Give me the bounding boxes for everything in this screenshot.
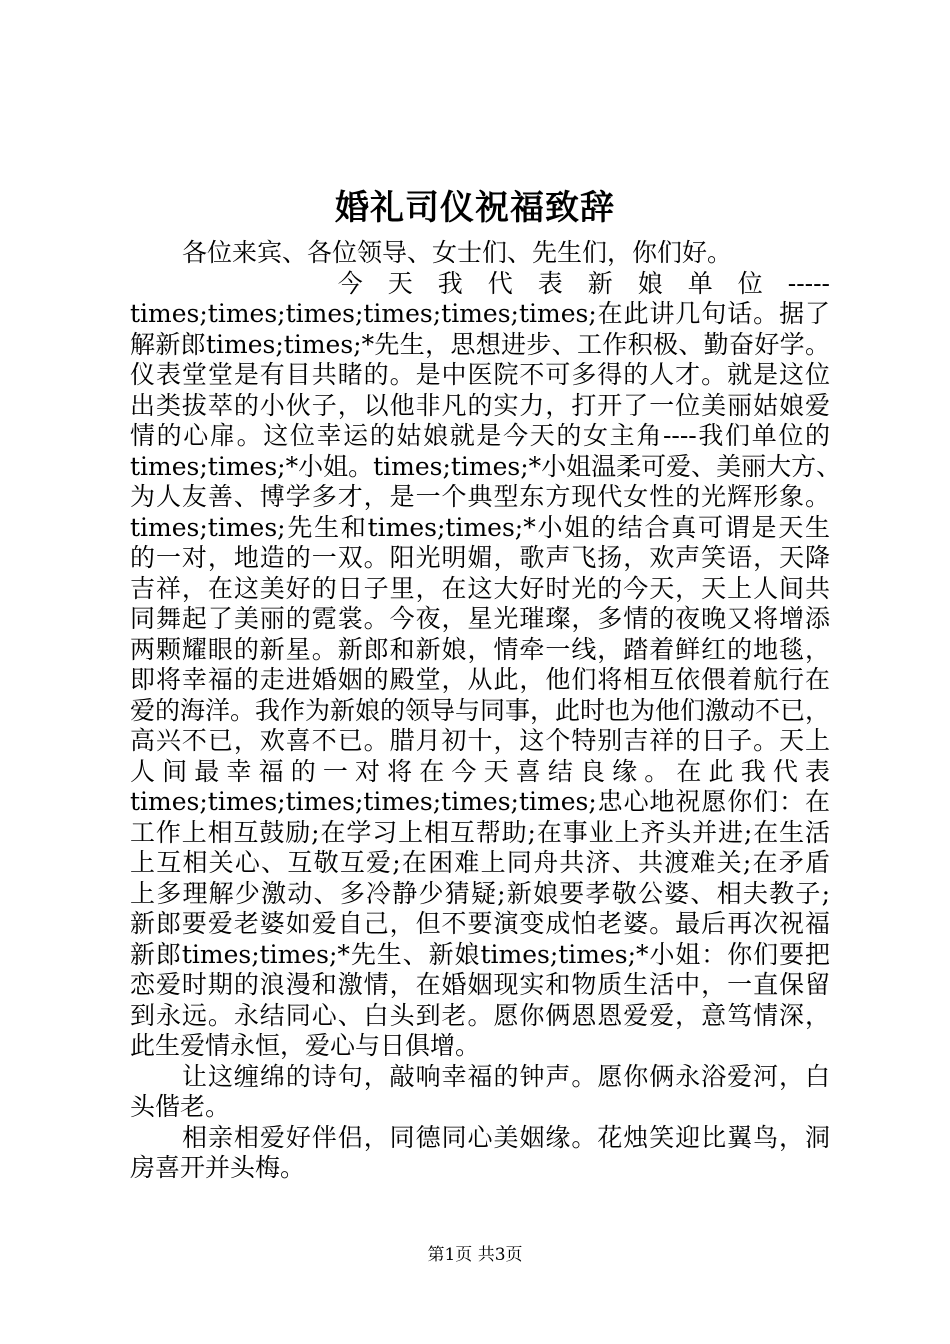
body-line: 情的心扉。这位幸运的姑娘就是今天的女主角----我们单位的 <box>130 421 830 450</box>
body-line: 上互相关心、互敬互爱;在困难上同舟共济、共渡难关;在矛盾 <box>130 848 830 877</box>
body-line: 新郎要爱老婆如爱自己，但不要演变成怕老婆。最后再次祝福 <box>130 909 830 938</box>
body-line: 为人友善、博学多才，是一个典型东方现代女性的光辉形象。 <box>130 482 830 511</box>
body-line: 人间最幸福的一对将在今天喜结良缘。在此我代表 <box>130 756 830 786</box>
body-line: 出类拔萃的小伙子，以他非凡的实力，打开了一位美丽姑娘爱 <box>130 390 830 420</box>
page-number-footer: 第1页 共3页 <box>427 1245 523 1265</box>
body-line: times;times;先生和times;times;*小姐的结合真可谓是天生 <box>130 512 830 542</box>
body-line: 解新郎times;times;*先生，思想进步、工作积极、勤奋好学。 <box>130 329 830 359</box>
body-line: 到永远。永结同心、白头到老。愿你俩恩恩爱爱，意笃情深， <box>130 1000 830 1030</box>
body-line: 各位来宾、各位领导、女士们、先生们，你们好。 <box>182 238 733 267</box>
body-line: 让这缠绵的诗句，敲响幸福的钟声。愿你俩永浴爱河，白 <box>182 1061 830 1091</box>
body-line: 仪表堂堂是有目共睹的。是中医院不可多得的人才。就是这位 <box>130 360 830 389</box>
body-line: times;times;*小姐。times;times;*小姐温柔可爱、美丽大方、 <box>130 451 842 481</box>
body-line: 房喜开并头梅。 <box>130 1153 306 1182</box>
document-body <box>130 238 842 1184</box>
body-line: times;times;times;times;times;times;在此讲几句话。据了 <box>130 299 830 328</box>
body-line: 两颗耀眼的新星。新郎和新娘，情牵一线，踏着鲜红的地毯， <box>130 634 830 664</box>
body-line: times;times;times;times;times;times;忠心地祝愿你们：在 <box>130 787 830 816</box>
body-line: 工作上相互鼓励;在学习上相互帮助;在事业上齐头并进;在生活 <box>130 817 830 847</box>
body-line: 的一对，地造的一双。阳光明媚，歌声飞扬，欢声笑语，天降 <box>130 543 830 572</box>
body-line: 吉祥，在这美好的日子里，在这大好时光的今天，天上人间共 <box>130 573 830 603</box>
body-line: 今 天 我 代 表 新 娘 单 位 ----- <box>337 268 830 298</box>
body-line: 爱的海洋。我作为新娘的领导与同事，此时也为他们激动不已， <box>130 695 831 725</box>
body-line: 头偕老。 <box>130 1092 231 1121</box>
body-line: 新郎times;times;*先生、新娘times;times;*小姐：你们要把 <box>130 939 830 969</box>
body-line: 上多理解少激动、多冷静少猜疑;新娘要孝敬公婆、相夫教子; <box>130 878 830 908</box>
body-line: 即将幸福的走进婚姻的殿堂，从此，他们将相互依偎着航行在 <box>130 665 830 694</box>
body-line: 同舞起了美丽的霓裳。今夜，星光璀璨，多情的夜晚又将增添 <box>130 604 830 633</box>
document-title: 婚礼司仪祝福致辞 <box>335 188 615 228</box>
body-line: 此生爱情永恒，爱心与日俱增。 <box>130 1031 481 1060</box>
body-line: 恋爱时期的浪漫和激情，在婚姻现实和物质生活中，一直保留 <box>130 970 830 999</box>
body-line: 高兴不已，欢喜不已。腊月初十，这个特别吉祥的日子。天上 <box>130 726 830 755</box>
body-line: 相亲相爱好伴侣，同德同心美姻缘。花烛笑迎比翼鸟，洞 <box>182 1122 830 1152</box>
